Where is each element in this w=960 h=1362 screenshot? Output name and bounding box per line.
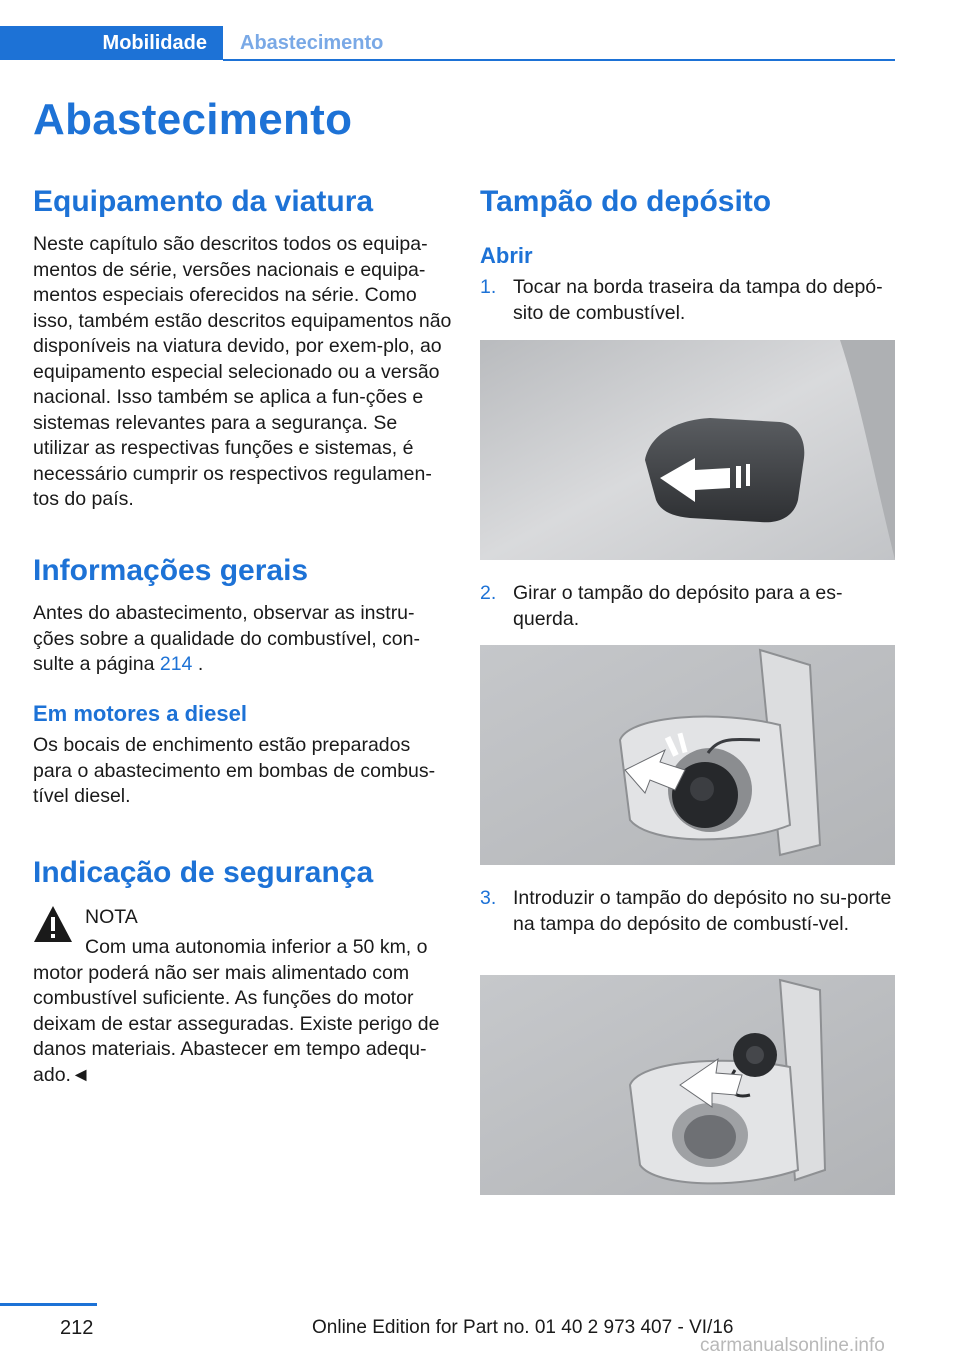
photo-fuel-flap-press bbox=[480, 340, 895, 560]
heading-fuel-cap: Tampão do depósito bbox=[480, 185, 772, 218]
step-text: Girar o tampão do depósito para a es-querda. bbox=[513, 582, 843, 630]
footer-divider bbox=[0, 1303, 97, 1306]
heading-equipment: Equipamento da viatura bbox=[33, 185, 374, 218]
watermark: carmanualsonline.info bbox=[700, 1335, 885, 1356]
page-number: 212 bbox=[60, 1317, 94, 1339]
photo-fuel-cap-holder bbox=[480, 975, 895, 1195]
page-tab[interactable]: Abastecimento bbox=[240, 32, 384, 54]
general-text bbox=[33, 601, 453, 678]
header-divider bbox=[223, 59, 895, 61]
general-text-body: Antes do abastecimento, observar as instru-ções sobre a qualidade do combustível, con-sulte a página bbox=[33, 602, 420, 675]
page-link-214[interactable]: 214 bbox=[159, 653, 193, 675]
header-bar bbox=[0, 26, 895, 62]
page-title: Abastecimento bbox=[33, 95, 353, 144]
heading-safety: Indicação de segurança bbox=[33, 856, 374, 889]
step-number: 3. bbox=[480, 887, 497, 909]
step-text: Introduzir o tampão do depósito no su-porte na tampa do depósito de combustí-vel. bbox=[513, 887, 892, 935]
edition-info: Online Edition for Part no. 01 40 2 973 407 - VI/16 bbox=[312, 1317, 734, 1338]
step-number: 1. bbox=[480, 276, 497, 298]
heading-open: Abrir bbox=[480, 243, 533, 268]
equipment-text: Neste capítulo são descritos todos os equipa-mentos de série, versões nacionais e equipa-mentos especiais oferecidos na série. Como isso, também estão descritos equipamentos não disponíveis na viatura devido, por exem-plo, ao equipamento especial selecionado ou a versão nacional. Isso também se aplica a fun-ções e sistemas relevantes para a segurança. Se utilizar as respectivas funções e sistemas, é necessário cumprir os respectivos regulamen-tos do país. bbox=[33, 233, 452, 510]
photo-fuel-cap-turn bbox=[480, 645, 895, 865]
heading-general: Informações gerais bbox=[33, 554, 309, 587]
section-tab[interactable]: Mobilidade bbox=[0, 26, 223, 60]
step-number: 2. bbox=[480, 582, 497, 604]
warning-text: Com uma autonomia inferior a 50 km, o motor poderá não ser mais alimentado com combustível suficiente. As funções do motor deixam de estar asseguradas. Existe perigo de danos materiais. Abastecer em tempo adequ-ado.◄ bbox=[33, 936, 440, 1086]
diesel-text: Os bocais de enchimento estão preparados para o abastecimento em bombas de combus-tível diesel. bbox=[33, 734, 436, 807]
step-text: Tocar na borda traseira da tampa do depó-sito de combustível. bbox=[513, 276, 883, 324]
warning-label: NOTA bbox=[85, 906, 138, 928]
heading-diesel: Em motores a diesel bbox=[33, 701, 247, 726]
general-text-end: . bbox=[197, 653, 204, 675]
